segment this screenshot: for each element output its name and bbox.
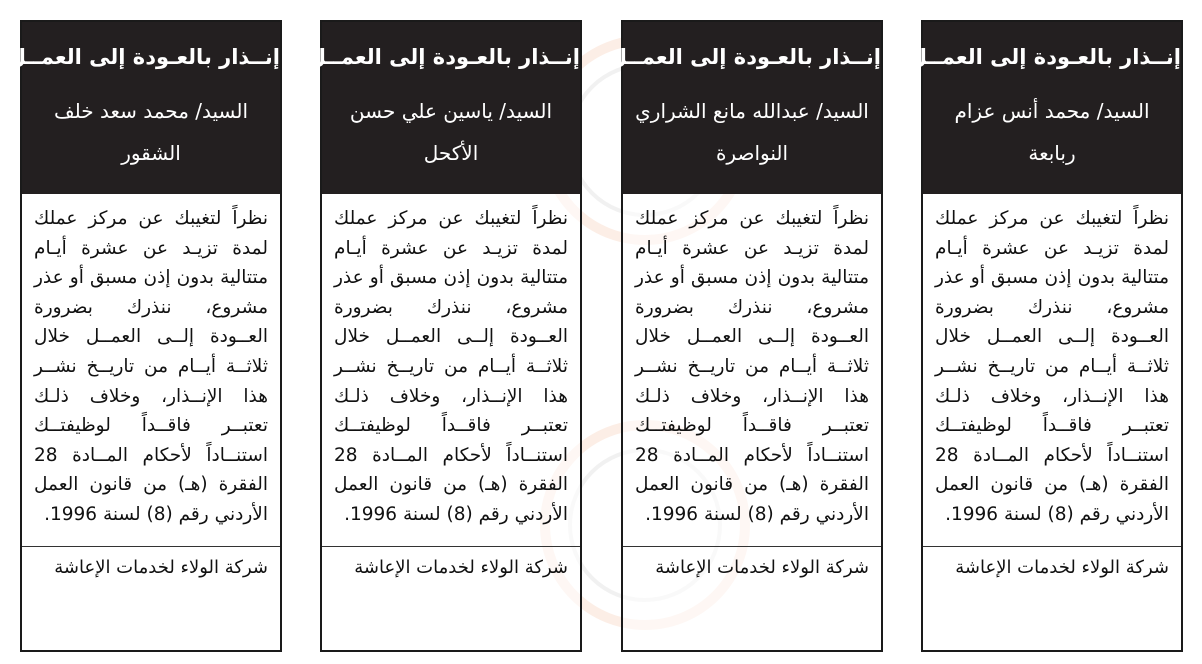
notice-title: إنــذار بالعـودة إلى العمــل (7, 45, 280, 69)
notice-card (908, 20, 1183, 652)
notice-header (908, 22, 1181, 194)
recipient-name: السيد/ عبدالله مانع الشراري النواصرة (635, 99, 869, 165)
notice-card (307, 20, 582, 652)
notice-card (608, 20, 883, 652)
company-name: شركة الولاء لخدمات الإعاشة (955, 556, 1169, 578)
notice-body: نظراً لتغيبك عن مركز عملك لمدة تزيـد عن عشرة أيـام متتالية بدون إذن مسبق أو عذر مشروع، ننذرك بضرورة العــودة إلــى العمــل خلال ثلاثــة أيــام من تاريــخ نشــر هذا الإنــذار، وخلاف ذلـك تعتبــر فاقــداً لوظيفتــك استنــاداً لأحكام المــادة 28 الفقرة (هـ) من قانون العمل الأردني رقم (8) لسنة 1996. (935, 208, 1169, 525)
company-name: شركة الولاء لخدمات الإعاشة (354, 556, 568, 578)
notice-header (307, 22, 580, 194)
recipient-name: السيد/ محمد أنس عزام ربابعة (954, 99, 1150, 165)
notice-card (7, 20, 282, 652)
notice-body: نظراً لتغيبك عن مركز عملك لمدة تزيـد عن عشرة أيـام متتالية بدون إذن مسبق أو عذر مشروع، ننذرك بضرورة العــودة إلــى العمــل خلال ثلاثــة أيــام من تاريــخ نشــر هذا الإنــذار، وخلاف ذلـك تعتبــر فاقــداً لوظيفتــك استنــاداً لأحكام المــادة 28 الفقرة (هـ) من قانون العمل الأردني رقم (8) لسنة 1996. (334, 208, 568, 525)
recipient-name: السيد/ ياسين علي حسن الأكحل (349, 99, 553, 165)
company-name: شركة الولاء لخدمات الإعاشة (655, 556, 869, 578)
notice-title: إنــذار بالعـودة إلى العمــل (608, 45, 881, 69)
notice-title: إنــذار بالعـودة إلى العمــل (307, 45, 580, 69)
notice-body: نظراً لتغيبك عن مركز عملك لمدة تزيـد عن عشرة أيـام متتالية بدون إذن مسبق أو عذر مشروع، ننذرك بضرورة العــودة إلــى العمــل خلال ثلاثــة أيــام من تاريــخ نشــر هذا الإنــذار، وخلاف ذلـك تعتبــر فاقــداً لوظيفتــك استنــاداً لأحكام المــادة 28 الفقرة (هـ) من قانون العمل الأردني رقم (8) لسنة 1996. (34, 208, 268, 525)
recipient-name: السيد/ محمد سعد خلف الشقور (53, 99, 249, 165)
notice-header (608, 22, 881, 194)
notice-body: نظراً لتغيبك عن مركز عملك لمدة تزيـد عن عشرة أيـام متتالية بدون إذن مسبق أو عذر مشروع، ننذرك بضرورة العــودة إلــى العمــل خلال ثلاثــة أيــام من تاريــخ نشــر هذا الإنــذار، وخلاف ذلـك تعتبــر فاقــداً لوظيفتــك استنــاداً لأحكام المــادة 28 الفقرة (هـ) من قانون العمل الأردني رقم (8) لسنة 1996. (635, 208, 869, 525)
company-name: شركة الولاء لخدمات الإعاشة (54, 556, 268, 578)
notice-title: إنــذار بالعـودة إلى العمــل (908, 45, 1181, 69)
notice-header (7, 22, 280, 194)
